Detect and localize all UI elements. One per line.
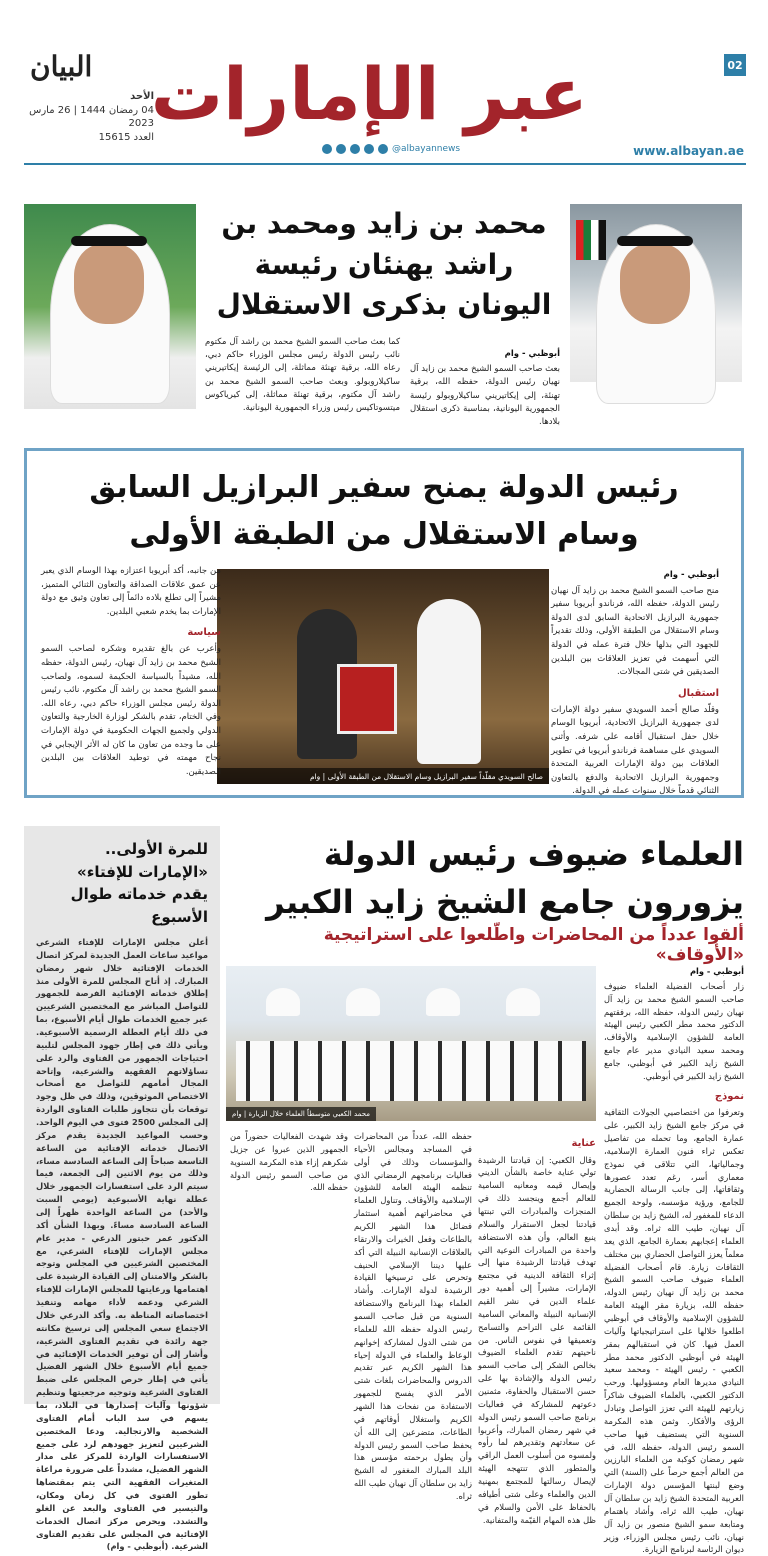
story2-subhead-left: سياسة (187, 627, 221, 639)
story3-subheadline: ألقوا عدداً من المحاضرات واطّلعوا على استراتيجية «الأوقاف» (323, 925, 744, 965)
story2-text-right-2: وقلّد صالح أحمد السويدي سفير دولة الإمارات لدى جمهورية البرازيل الاتحادية، أبريوبا الوسام خلال حفل استقبال أقامه على شرفه. وأثنى السويدي على مساهمة فرناندو أبريوبا في تطوير العلاقات بين دولة الإمارات العربية المتحدة وجمهورية البرازيل الاتحادية والدفع بالتعاون الثنائي قدماً خلال سنوات عمله في الدولة. (551, 704, 719, 797)
story1-headline: محمد بن زايد ومحمد بن راشد يهنئان رئيسة اليونان بذكرى الاستقلال (216, 207, 552, 322)
sidebar-box (24, 826, 220, 1552)
instagram-icon[interactable] (336, 144, 346, 154)
masthead (0, 0, 768, 160)
photo-vice-president (24, 204, 196, 409)
story3-column-a (478, 1130, 596, 1526)
story2-text-left-1: من جانبه، أكد أبريوبا اعتزازه بهذا الوسام الذي يعبر عن عمق علاقات الصداقة والتعاون الثنائي المتميز، مشيراً إلى تطلع بلاده دائماً إلى تعاون وثيق مع دولة الإمارات بما يخدم شعبي البلدين. (41, 566, 221, 617)
story2-headline: رئيس الدولة يمنح سفير البرازيل السابق وسام الاستقلال من الطبقة الأولى (89, 470, 679, 552)
story3-dateline: أبوظبي - وام (689, 966, 744, 976)
story1-dateline: أبوظبي - وام (504, 349, 560, 359)
snapchat-icon[interactable] (322, 144, 332, 154)
agal (617, 236, 693, 246)
group-of-scholars (236, 1041, 586, 1101)
story3-text-right-2: وتعرفوا من اختصاصيي الجولات الثقافية في مركز جامع الشيخ زايد الكبير، على عمارة الجامع، وما تحمله من تفاصيل تعكس ثراء فنون العمارة الإسلامية، وجمالياتها، التي تتلاقى في نموذج معماري أسر، رغم تعدد عصورها وثقافاتها، إلى جانب الرسالة الحضارية للجامع، ورؤية مؤسسه، ولوحة الجميع الدعاء للمغفور له، الشيخ زايد بن سلطان آل نهيان، طيب الله ثراه. وقد أبدى العلماء إعجابهم بعمارة الجامع، الذي يعد معلماً يعزز التواصل الحضاري بين مختلف الثقافات زيارة. قام أصحاب الفضيلة العلماء ضيوف صاحب السمو الشيخ محمد بن زايد آل نهيان رئيس الدولة، حفظه الله، بزيارة مقر الهيئة العامة للشؤون الإسلامية والأوقاف في أبوظبي اطلعوا خلالها على استراتيجياتها وآليات العمل فيها. كان في استقبالهم بمقر الهيئة في أبوظبي الدكتور محمد مطر الكعبي - رئيس الهيئة - ومحمد سعيد النيادي مديرها العام ومسؤوليها. ورحب الدكتور الكعبي، بالعلماء الضيوف شاكراً زيارتهم للهيئة التي تعزز التواصل وتبادل الرؤى والأفكار. وثمن هذه المكرمة السنوية التي يستضيف فيها صاحب السمو رئيس الدولة، حفظه الله، في شهر رمضان كوكبة من العلماء البارزين من العالم أجمع حرصاً على (السنة) التي وضع لبنتها المؤسس دولة الإمارات العربية المتحدة الشيخ زايد بن سلطان آل نهيان، طيب الله ثراه، وأشاد باهتمام ومتابعة سمو الشيخ منصور بن زايد آل نهيان، نائب رئيس مجلس الوزراء، وزير ديوان الرئاسة لبرنامج الزيارة. (604, 1107, 744, 1555)
story2-column-right (551, 569, 719, 799)
mosque-dome (266, 988, 300, 1016)
story1-body-left: كما بعث صاحب السمو الشيخ محمد بن راشد آل مكتوم نائب رئيس الدولة رئيس مجلس الوزراء حاكم دبي، رعاه الله، برقية تهنئة مماثلة، إلى الرئيسة إيكاتيريني ساكيلاروبولو. وبعث صاحب السمو الشيخ محمد بن راشد آل مكتوم، برقية تهنئة مماثلة، إلى كيرياكوس ميتسوتاكيس رئيس وزراء الجمهورية اليونانية. (205, 337, 400, 413)
story3-column-b: حفظه الله، عدداً من المحاضرات في المساجد ومجالس الأحياء والمؤسسات وذلك في أولى فعاليات برنامجهم الرمضاني الذي تنظمه الهيئة العامة للشؤون الإسلامية والأوقاف. وتناول العلماء في محاضراتهم أهمية استثمار فضائل هذا الشهر الكريم بالطاعات وفعل الخيرات والارتقاء بالعلاقات الإنسانية النبيلة التي أكد عليها ديننا الإسلامي الحنيف وتحرص على ترسيخها القيادة الرشيدة لدولة الإمارات. وأشاد العلماء بهذا البرنامج والاستضافة السنوية من قبل صاحب السمو رئيس الدولة حفظه الله للعلماء من شتى الدول لمشاركة إخوانهم الوعاظ والعلماء في الدولة إحياء هذا الشهر الكريم عبر تقديم الدروس والمحاضرات بلغات شتى الأمر الذي يفسح للجمهور الاستفادة من نفحات هذا الشهر الكريم واستغلال أوقاتهم في الطاعات، متضرعين إلى الله أن يحفظ صاحب السمو رئيس الدولة وأن يطول برحمته مؤسس هذا البلد المبارك المغفور له الشيخ زايد بن سلطان آل نهيان طيب الله ثراه. (354, 1131, 472, 1502)
sidebar-title: للمرة الأولى.. «الإمارات للإفتاء» يقدم خدماته طوال الأسبوع (70, 840, 208, 926)
story3-subhead-a: عناية (571, 1138, 596, 1149)
issue-date: 04 رمضان 1444 | 26 مارس 2023 (29, 104, 154, 129)
social-bar (322, 144, 460, 154)
mosque-dome (346, 988, 380, 1016)
story1-body-right (410, 348, 560, 429)
uae-flag (576, 220, 606, 260)
story3-text-right: زار أصحاب الفضيلة العلماء ضيوف صاحب السمو الشيخ محمد بن زايد آل نهيان رئيس الدولة، حفظه الله، برفقتهم الدكتور محمد مطر الكعبي رئيس الهيئة العامة للشؤون الإسلامية والأوقاف، ومحمد سعيد النيادي مدير عام جامع الشيخ زايد الكبير في أبوظبي، جامع الشيخ زايد الكبير في أبوظبي. (604, 980, 744, 1081)
sidebar-body: أعلن مجلس الإمارات للإفتاء الشرعي مواعيد ساعات العمل الجديدة لمركز اتصال الخدمات الإفتائية خلال شهر رمضان المبارك. إذ أتاح المجلس للمرة الأولى منذ إطلاق خدماته الإفتائية الفرصة للجمهور للتواصل المباشر مع المختصين الشرعيين عبر جميع الخدمات طوال أيام الأسبوع، بما في ذلك أيام العطلة الرسمية الأسبوعية. ويأتي ذلك في إطار جهود المجلس لتلبية احتياجات الجمهور من الفتاوى والرد على تساؤلاتهم الفقهية والشرعية، وإتاحة المجال أمامهم للتواصل مع أصحاب الاختصاص الموثوقين، وذلك في ظل وجود توقعات بأن تتجاوز طلبات الفتاوى الواردة إلى المجلس 2500 فتوى في اليوم الواحد. وحسب المواعيد الجديدة يقدم مركز الاتصال خدماته الإفتائية من الساعة التاسعة صباحاً إلى الساعة السادسة مساء، وذلك من يوم الاثنين إلى الجمعة، فيما سيتم الرد على استفسارات الجمهور خلال عطلة نهاية الأسبوعية (يومي السبت والأحد) من الساعة الواحدة ظهراً إلى الساعة السادسة مساءً. وبهذا الشأن أكد الدكتور عمر حبتور الدرعي - مدير عام مجلس الإمارات للإفتاء الشرعي، مع المختصين الشرعيين في المجلس وتوجه بالشكر والامتنان إلى القيادة الرشيدة على اهتمامها ورعايتها للمجلس الإمارات للإفتاء الشرعي ودعمه لأداء مهامه وتنفيذ اختصاصاته المناطة به. وأكد الدرعي خلال الاجتماع سعي المجلس إلى ترسيخ مكانته جهة رائدة في تقديم الفتاوى الشرعية، وأشار إلى أن توفير الخدمات الإفتائية في جميع أيام الأسبوع خلال الشهر الفضيل يأتي في إطار حرص المجلس على ضبط الفتاوى الشرعية وتوجيه مرجعيتها وتنظيم شؤونها وآليات إصدارها في البلاد، بما يسهم في سد الباب أمام الفتاوى الشخصية والارتجالية. ودعا المختصين الشرعيين لتعزيز جهودهم لرد على جميع الاستفسارات الواردة للمركز على مدار الشهر الفضيل، مشدداً على ضرورة مراعاة المتغيرات الفقهية التي يتم بمقتضاها تطور الفتوى في كل زمان ومكان، والتيسير في الفتاوى والبعد عن الغلو والتشدد. ويحرص مركز اتصال الخدمات الإفتائية في المجلس على تقديم الفتاوى الشرعية. (أبوظبي - وام) (36, 937, 208, 1552)
story1-text-right: بعث صاحب السمو الشيخ محمد بن زايد آل نهيان رئيس الدولة، حفظه الله، برقية تهنئة، إلى إيكاتيريني ساكيلاروبولو رئيسة الجمهورية اليونانية، بمناسبة ذكرى استقلال بلادها. (410, 364, 560, 427)
story2-text-left-2: وأعرب عن بالغ تقديره وشكره لصاحب السمو الشيخ محمد بن زايد آل نهيان، رئيس الدولة، حفظه الله، مشيداً بالسياسة الحكيمة لسموه، ولصاحب السمو الشيخ محمد بن راشد آل مكتوم، نائب رئيس الدولة رئيس مجلس الوزراء حاكم دبي، رعاه الله. وفي الختام، تقدم بالشكر لوزارة الخارجية والتعاون الدولي ولجميع الجهات الحكومية في دولة الإمارات على ما وجده من تعاون ما كان له الأثر الإيجابي في نجاح مهمته في توطيد العلاقات بين البلدين الصديقين. (41, 644, 221, 777)
issue-number: العدد 15615 (98, 131, 154, 143)
facebook-icon[interactable] (364, 144, 374, 154)
youtube-icon[interactable] (378, 144, 388, 154)
figure-emirati (417, 599, 481, 764)
story2-column-left (41, 565, 221, 779)
medal-plaque (337, 664, 397, 734)
story3-text-a: وقال الكعبي: إن قيادتنا الرشيدة تولي عناية خاصة بالشأن الديني وإيصال قيمه ومعانيه السامية للعالم أجمع وينجسد ذلك في المنجزات والمبادرات التي تبنتها قيادتنا لجعل الاستقرار والسلام ينبع العالم، وأن هذه الاستضافة واحدة من المبادرات النوعية التي تهدف قيادتنا الرشيدة منها إلى إثراء الثقافة الدينية في مجتمع الإمارات، مشيراً إلى أهمية دور علماء الدين في نشر القيم الإنسانية النبيلة والمعاني السامية القائمة على التراحم والتسامح وتعميقها في نفوس الناس. من ناحيتهم تقدم العلماء الضيوف بخالص الشكر إلى صاحب السمو رئيس الدولة والإشادة بها على حسن الاستقبال والحفاوة، مثمنين دعوتهم للمشاركة في فعاليات برنامج صاحب السمو رئيس الدولة في شهر رمضان المبارك، وأعربوا عن سعادتهم وتقديرهم لما رأوه ولمسوه من أسلوب العمل الراقي والمتطور الذي تنتهجه الهيئة لإيصال رسالتها للمجتمع بمهنية الدين والعلماء وعلى شتى أطيافه بالحفاظ على الأمن والسلام في ظل هذه المهام القيّمة والمتفانية. (478, 1154, 596, 1525)
social-handle[interactable]: @albayannews (392, 144, 461, 154)
mosque-dome (426, 988, 460, 1016)
agal (71, 236, 147, 246)
face (74, 244, 144, 324)
twitter-icon[interactable] (350, 144, 360, 154)
issue-info (24, 90, 154, 144)
page-number: 02 (724, 54, 746, 76)
story2-photo-caption: صالح السويدي مقلّداً سفير البرازيل وسام الاستقلال من الطبقة الأولى | وام (217, 768, 549, 784)
story3-subhead-right: نموذج (714, 1090, 744, 1102)
newspaper-logo: البيان (30, 50, 93, 83)
site-url[interactable]: www.albayan.ae (633, 144, 744, 158)
story2-subhead-right: استقبال (677, 687, 719, 699)
story3-photo-caption: محمد الكعبي متوسطاً العلماء خلال الزيارة | وام (226, 1107, 376, 1121)
photo-president (570, 204, 742, 382)
story2-photo (217, 569, 549, 784)
header-rule (24, 163, 746, 165)
story2-box (24, 448, 744, 798)
issue-day: الأحد (130, 91, 154, 102)
story3-headline: العلماء ضيوف رئيس الدولة يزورون جامع الشيخ زايد الكبير (266, 835, 744, 921)
story2-text-right-1: منح صاحب السمو الشيخ محمد بن زايد آل نهيان رئيس الدولة، حفظه الله، فرناندو أبريوبا سفير جمهورية البرازيل الاتحادية السابق لدى الدولة وسام الاستقلال من الطبقة الأولى، وذلك تقديراً للجهود التي بذلها خلال فترة عمله في الدولة التي أسهمت في تعزيز العلاقات بين البلدين الصديقين في شتى المجالات. (551, 585, 719, 678)
face (620, 244, 690, 324)
story3-photo (226, 966, 596, 1121)
section-title: عبر الإمارات (150, 52, 588, 136)
story3-column-c: وقد شهدت الفعاليات حضوراً من الجمهور الذين عبروا عن جزيل شكرهم إزاء هذه المكرمة السنوية من صاحب السمو رئيس الدولة حفظه الله. (230, 1131, 348, 1193)
story2-dateline: أبوظبي - وام (663, 570, 719, 580)
mosque-dome (506, 988, 540, 1016)
story3-column-right (604, 965, 744, 1556)
